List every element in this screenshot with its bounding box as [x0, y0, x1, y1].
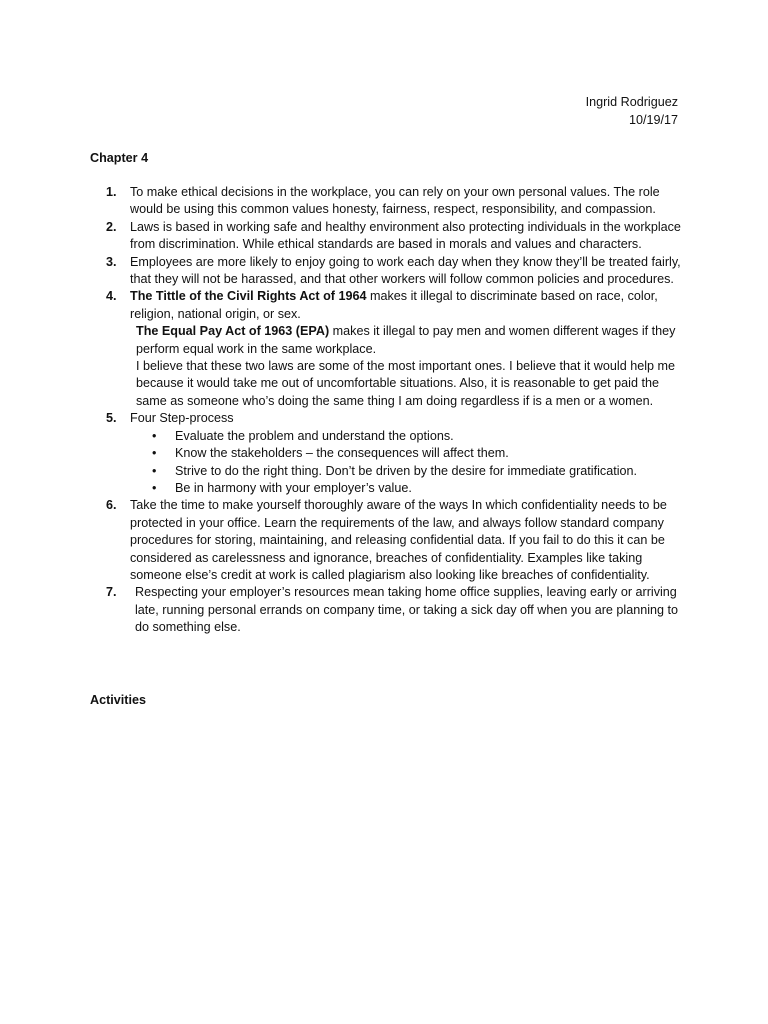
list-item — [90, 584, 682, 636]
item-number: 3. — [106, 254, 117, 269]
item-number: 5. — [106, 411, 117, 426]
item-text: Four Step-process — [130, 411, 234, 426]
law-description: makes it illegal to discriminate based on race, color, religion, national origin, or sex. — [130, 289, 658, 321]
author-header — [586, 94, 678, 130]
list-item — [90, 254, 682, 289]
item-number: 4. — [106, 289, 117, 304]
list-item — [90, 184, 682, 219]
bullet-item: • Be in harmony with your employer’s value. — [90, 480, 682, 497]
item-text: Employees are more likely to enjoy going to work each day when they know they’ll be treated fairly, that they will not be harassed, and that other workers will follow common policies and procedures. — [130, 254, 681, 287]
list-item — [90, 410, 682, 427]
bullet-icon: • — [152, 480, 157, 495]
bullet-item: • Know the stakeholders – the consequences will affect them. — [90, 445, 682, 462]
activities-heading: Activities — [90, 693, 146, 707]
bullet-icon: • — [152, 446, 157, 461]
numbered-list — [90, 184, 682, 637]
author-name: Ingrid Rodriguez — [585, 95, 678, 109]
item-number: 1. — [106, 185, 117, 199]
item-text: To make ethical decisions in the workplace, you can rely on your own personal values. The role would be using this common values honesty, fairness, respect, responsibility, and compassion. — [130, 185, 660, 217]
document-date: 10/19/17 — [628, 113, 678, 127]
bullet-icon: • — [152, 428, 157, 443]
bullet-item: • Strive to do the right thing. Don’t be driven by the desire for immediate gratification. — [90, 463, 682, 480]
chapter-title: Chapter 4 — [90, 151, 149, 165]
list-item — [90, 497, 682, 584]
item-opinion: I believe that these two laws are some of the most important ones. I believe that it would help me because it would take me out of uncomfortable situations. Also, it is reasonable to get paid the same as someone who’s doing the same thing I am doing regardless if is a men or a women. — [136, 359, 676, 408]
law-description: makes it illegal to pay men and women different wages if they perform equal work in the same workplace. — [136, 324, 676, 356]
item-text — [130, 288, 682, 323]
law-title-equal-pay: The Equal Pay Act of 1963 (EPA) — [136, 324, 330, 339]
item-subtext — [130, 323, 682, 358]
list-item — [90, 219, 682, 254]
law-title-civil-rights: The Tittle of the Civil Rights Act of 1964 — [130, 289, 367, 304]
bullet-icon: • — [152, 463, 157, 478]
item-text: Take the time to make yourself thoroughly aware of the ways In which confidentiality needs to be protected in your office. Learn the requirements of the law, and always follow standard company procedures for storing, maintaining, and releasing confidential data. If you fail to do this it can be considered as carelessness and ignorance, breaches of confidentiality. Examples like taking someone else’s credit at work is called plagiarism also looking like breaches of confidentiality. — [130, 498, 667, 582]
item-text: Laws is based in working safe and healthy environment also protecting individuals in the workplace from discrimination. While ethical standards are based in morals and values and characters. — [130, 219, 681, 252]
item-number: 2. — [106, 219, 117, 234]
item-text: Respecting your employer’s resources mean taking home office supplies, leaving early or arriving late, running personal errands on company time, or taking a sick day off when you are planning to do something else. — [135, 585, 679, 635]
bullet-list — [90, 428, 682, 498]
item-number: 7. — [106, 585, 117, 600]
bullet-item: • Evaluate the problem and understand the options. — [90, 428, 682, 445]
list-item — [90, 288, 682, 410]
item-number: 6. — [106, 498, 117, 513]
